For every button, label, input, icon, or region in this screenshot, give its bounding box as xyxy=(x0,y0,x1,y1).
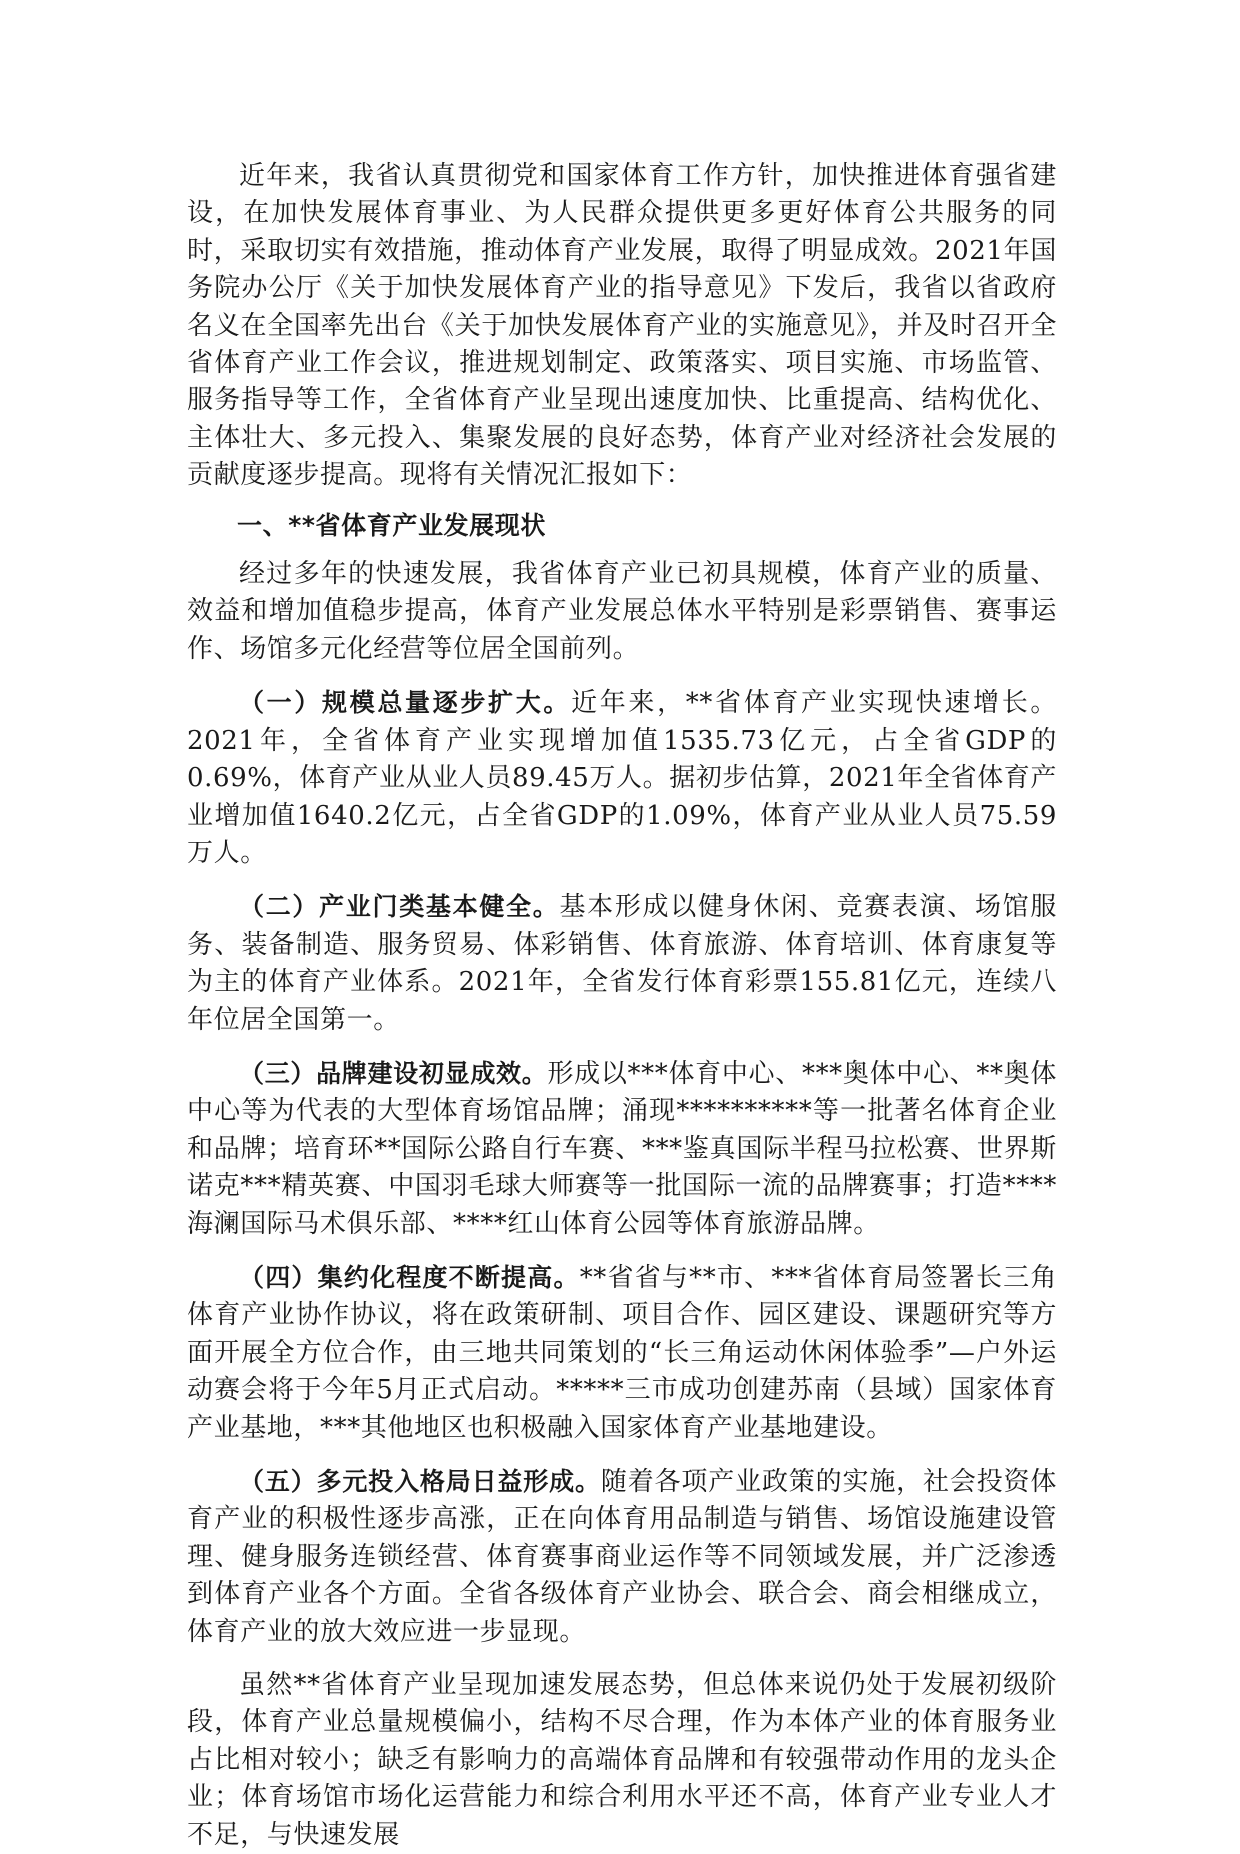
item-lead-2: （二）产业门类基本健全。 xyxy=(239,892,560,922)
item-text-5: 随着各项产业政策的实施，社会投资体育产业的积极性逐步高涨，正在向体育用品制造与销售、场馆设施建设管理、健身服务连锁经营、体育赛事商业运作等不同领域发展，并广泛渗透到体育产业各个方面。全省各级体育产业协会、联合会、商会相继成立，体育产业的放大效应进一步显现。 xyxy=(187,1467,1058,1647)
item-paragraph-4 xyxy=(187,1259,1057,1447)
item-text-3: 形成以***体育中心、***奥体中心、**奥体中心等为代表的大型体育场馆品牌；涌现**********等一批著名体育企业和品牌；培育环**国际公路自行车赛、***鉴真国际半程马拉松赛、世界斯诺克***精英赛、中国羽毛球大师赛等一批国际一流的品牌赛事；打造****海澜国际马术俱乐部、****红山体育公园等体育旅游品牌。 xyxy=(187,1058,1057,1239)
item-paragraph-1 xyxy=(187,684,1057,872)
item-lead-3: （三）品牌建设初显成效。 xyxy=(239,1058,548,1088)
item-text-4: **省省与**市、***省体育局签署长三角体育产业协作协议，将在政策研制、项目合作、园区建设、课题研究等方面开展全方位合作，由三地共同策划的“长三角运动休闲体验季”—户外运动赛会将于今年5月正式启动。*****三市成功创建苏南（县域）国家体育产业基地，***其他地区也积极融入国家体育产业基地建设。 xyxy=(187,1262,1057,1443)
section-heading: 一、**省体育产业发展现状 xyxy=(237,510,546,540)
document-page xyxy=(187,158,1057,1854)
item-paragraph-3 xyxy=(187,1055,1057,1243)
item-lead-5: （五）多元投入格局日益形成。 xyxy=(239,1467,601,1496)
item-lead-4: （四）集约化程度不断提高。 xyxy=(239,1262,580,1292)
item-lead-1: （一）规模总量逐步扩大。 xyxy=(239,688,572,718)
item-text-1: 近年来，**省体育产业实现快速增长。2021年，全省体育产业实现增加值1535.73亿元，占全省GDP的0.69%，体育产业从业人员89.45万人。据初步估算，2021年全省体育产业增加值1640.2亿元，占全省GDP的1.09%，体育产业从业人员75.59万人。 xyxy=(187,688,1057,868)
section-intro-paragraph: 经过多年的快速发展，我省体育产业已初具规模，体育产业的质量、效益和增加值稳步提高，体育产业发展总体水平特别是彩票销售、赛事运作、场馆多元化经营等位居全国前列。 xyxy=(187,559,1057,664)
item-text-2: 基本形成以健身休闲、竞赛表演、场馆服务、装备制造、服务贸易、体彩销售、体育旅游、体育培训、体育康复等为主的体育产业体系。2021年，全省发行体育彩票155.81亿元，连续八年位居全国第一。 xyxy=(187,892,1057,1035)
intro-paragraph: 近年来，我省认真贯彻党和国家体育工作方针，加快推进体育强省建设，在加快发展体育事业、为人民群众提供更多更好体育公共服务的同时，采取切实有效措施，推动体育产业发展，取得了明显成效。2021年国务院办公厅《关于加快发展体育产业的指导意见》下发后，我省以省政府名义在全国率先出台《关于加快发展体育产业的实施意见》，并及时召开全省体育产业工作会议，推进规划制定、政策落实、项目实施、市场监管、服务指导等工作，全省体育产业呈现出速度加快、比重提高、结构优化、主体壮大、多元投入、集聚发展的良好态势，体育产业对经济社会发展的贡献度逐步提高。现将有关情况汇报如下： xyxy=(187,161,1057,491)
item-paragraph-2 xyxy=(187,888,1057,1039)
item-paragraph-5 xyxy=(187,1463,1057,1651)
closing-paragraph: 虽然**省体育产业呈现加速发展态势，但总体来说仍处于发展初级阶段，体育产业总量规模偏小，结构不尽合理，作为本体产业的体育服务业占比相对较小；缺乏有影响力的高端体育品牌和有较强带动作用的龙头企业；体育场馆市场化运营能力和综合利用水平还不高，体育产业专业人才不足，与快速发展 xyxy=(187,1670,1057,1850)
